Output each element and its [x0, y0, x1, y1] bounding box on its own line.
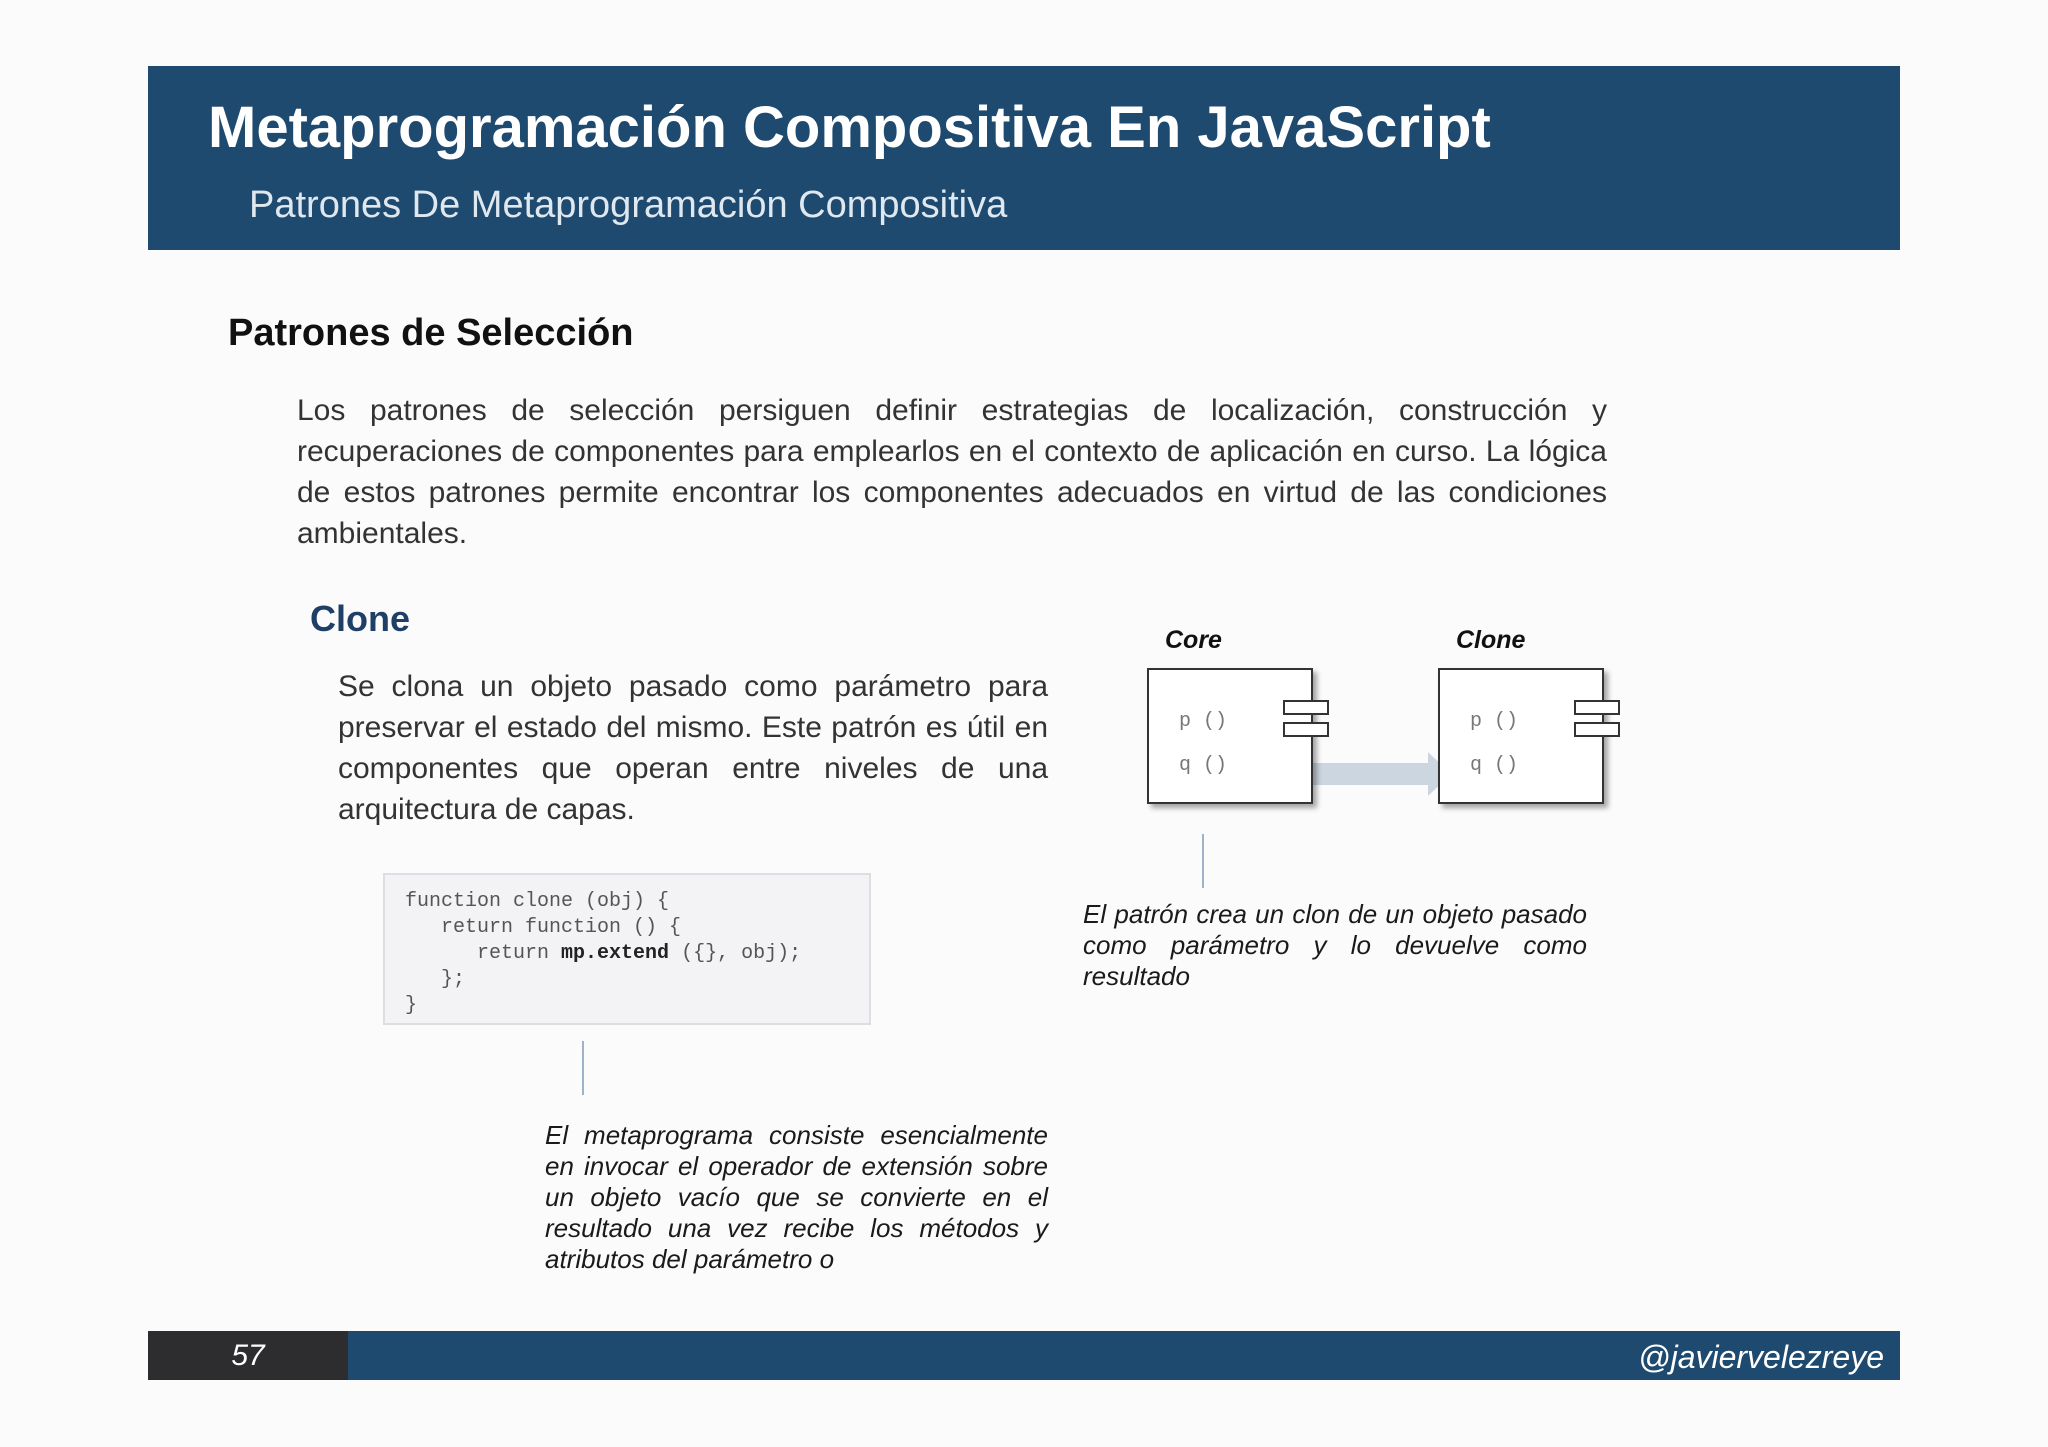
code-line-2: return function () {: [405, 916, 682, 939]
section-title: Patrones de Selección: [228, 312, 634, 354]
clone-method-p: p (): [1470, 710, 1519, 733]
clone-title: Clone: [310, 598, 411, 639]
code-callout-line: [582, 1041, 584, 1095]
code-listing: [405, 889, 801, 1019]
core-component-tab-1: [1283, 700, 1329, 715]
diagram-core-component: [1147, 668, 1313, 804]
core-method-q: q (): [1179, 754, 1228, 777]
clone-description: Se clona un objeto pasado como parámetro para preservar el estado del mismo. Este patrón es útil en componentes que operan entre niveles de una arquitectura de capas.: [338, 670, 1048, 826]
diagram-clone-component: [1438, 668, 1604, 804]
core-component-tab-2: [1283, 722, 1329, 737]
author-handle: @javiervelezreye: [1638, 1339, 1884, 1375]
core-method-p: p (): [1179, 710, 1228, 733]
slide-title: Metaprogramación Compositiva En JavaScript: [208, 95, 1491, 160]
code-note: El metaprograma consiste esencialmente en invocar el operador de extensión sobre un objeto vacío que se convierte en el resultado una vez recibe los métodos y atributos del parámetro o: [545, 1120, 1048, 1274]
slide-subtitle: Patrones De Metaprogramación Compositiva: [249, 184, 1008, 226]
section-intro: Los patrones de selección persiguen definir estrategias de localización, construcción y recuperaciones de componentes para emplearlos en el contexto de aplicación en curso. La lógica de estos patrones permite encontrar los componentes adecuados en virtud de las condiciones ambientales.: [297, 394, 1607, 550]
clone-method-q: q (): [1470, 754, 1519, 777]
diagram-core-label: Core: [1165, 626, 1222, 654]
code-line-3-end: ({}, obj);: [669, 942, 802, 965]
diagram-callout-line: [1202, 834, 1204, 888]
page-number: 57: [231, 1339, 265, 1372]
code-line-3-start: return: [405, 942, 562, 965]
diagram-arrow: [1298, 750, 1453, 800]
code-line-4: };: [405, 968, 466, 991]
code-keyword-extend: mp.extend: [561, 942, 670, 965]
code-line-3: [405, 942, 801, 965]
clone-component-tab-1: [1574, 700, 1620, 715]
code-line-1: function clone (obj) {: [405, 890, 670, 913]
code-line-5: }: [405, 994, 418, 1017]
slide-header: [148, 66, 1900, 250]
diagram-clone-label: Clone: [1456, 626, 1526, 654]
page-number-badge: [148, 1331, 348, 1380]
clone-component-tab-2: [1574, 722, 1620, 737]
diagram-arrow-shape: [1298, 752, 1451, 796]
code-block: [383, 873, 871, 1025]
diagram-note: El patrón crea un clon de un objeto pasado como parámetro y lo devuelve como resultado: [1083, 899, 1587, 991]
slide-footer: [348, 1331, 1900, 1380]
